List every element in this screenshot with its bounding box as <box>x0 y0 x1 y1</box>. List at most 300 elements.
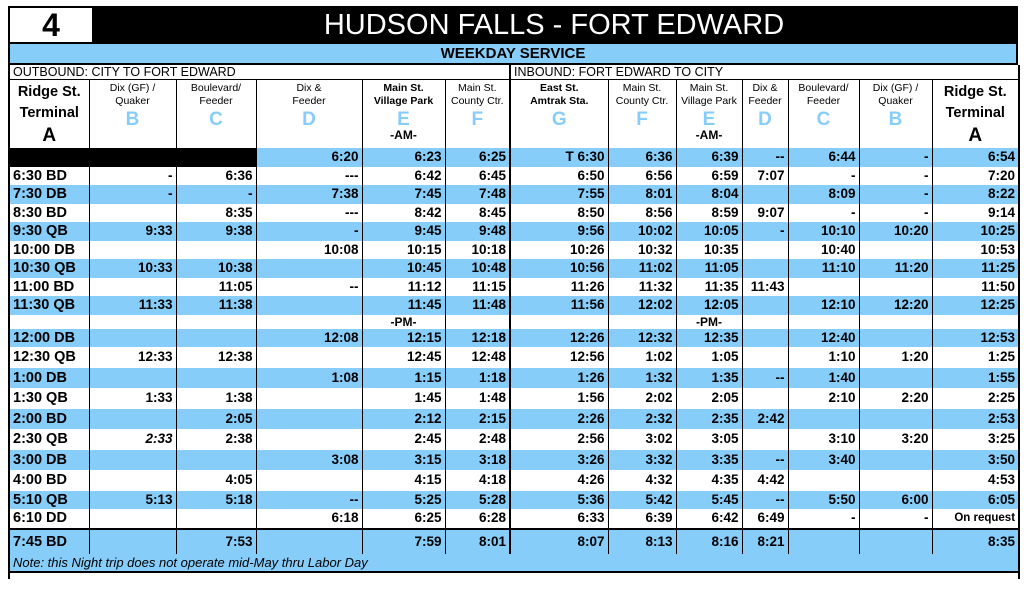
time-cell <box>742 329 788 348</box>
time-cell: 2:05 <box>176 409 256 430</box>
time-cell <box>89 368 176 389</box>
schedule-table <box>8 65 1020 579</box>
time-cell: 3:10 <box>788 429 859 450</box>
time-cell <box>742 296 788 315</box>
footer-row <box>9 572 1019 579</box>
time-cell: 2:15 <box>445 409 510 430</box>
time-cell: 3:08 <box>256 450 362 471</box>
time-cell: 1:35 <box>676 368 742 389</box>
time-cell: 8:22 <box>932 185 1019 204</box>
column-header-line2: County Ctr. <box>615 95 669 107</box>
time-cell <box>176 509 256 529</box>
am-marker: -AM- <box>695 128 723 142</box>
pm-marker-cell <box>89 315 176 329</box>
pm-marker-cell: -PM- <box>676 315 742 329</box>
time-cell: 4:32 <box>608 470 676 491</box>
time-cell: 7:30 DB <box>9 185 89 204</box>
column-header-line2: Terminal <box>945 105 1005 121</box>
column-header <box>608 80 676 149</box>
time-cell <box>89 204 176 223</box>
time-cell: 6:25 <box>362 509 445 529</box>
column-header-line2: Quaker <box>115 95 150 107</box>
table-row <box>9 222 1019 241</box>
column-header-line2: Feeder <box>806 95 841 107</box>
stop-code: G <box>551 109 567 130</box>
time-cell <box>256 388 362 409</box>
note-text: Note: this Night trip does not operate mid-May thru Labor Day <box>9 554 1019 572</box>
time-cell: 3:40 <box>788 450 859 471</box>
time-cell <box>89 278 176 297</box>
time-cell: 1:20 <box>859 347 932 368</box>
time-cell: 1:45 <box>362 388 445 409</box>
time-cell: 2:56 <box>510 429 608 450</box>
time-cell <box>742 259 788 278</box>
column-header-line1: Boulevard/ <box>798 82 849 94</box>
column-header <box>676 80 742 149</box>
time-cell <box>742 388 788 409</box>
time-cell: 12:25 <box>932 296 1019 315</box>
time-cell: 12:35 <box>676 329 742 348</box>
schedule-page <box>8 6 1018 579</box>
time-cell: 10:25 <box>932 222 1019 241</box>
time-cell <box>256 296 362 315</box>
table-row <box>9 329 1019 348</box>
time-cell: 9:33 <box>89 222 176 241</box>
time-cell: 7:53 <box>176 529 256 554</box>
time-cell: 4:15 <box>362 470 445 491</box>
inbound-label: INBOUND: FORT EDWARD TO CITY <box>510 65 1019 80</box>
time-cell: 2:42 <box>742 409 788 430</box>
time-cell <box>859 529 932 554</box>
stop-code: B <box>888 109 903 130</box>
time-cell: 8:04 <box>676 185 742 204</box>
time-cell: - <box>176 185 256 204</box>
stop-code: E <box>397 109 410 130</box>
time-cell: 12:02 <box>608 296 676 315</box>
time-cell: 10:15 <box>362 241 445 260</box>
time-cell: 11:20 <box>859 259 932 278</box>
table-row <box>9 450 1019 471</box>
time-cell: 3:02 <box>608 429 676 450</box>
time-cell: - <box>859 148 932 167</box>
time-cell: 11:02 <box>608 259 676 278</box>
time-cell: 3:15 <box>362 450 445 471</box>
time-cell <box>89 450 176 471</box>
column-header <box>445 80 510 149</box>
time-cell <box>859 409 932 430</box>
time-cell: - <box>859 167 932 186</box>
time-cell <box>176 368 256 389</box>
time-cell: 1:55 <box>932 368 1019 389</box>
time-cell <box>859 278 932 297</box>
time-cell <box>859 329 932 348</box>
time-cell: 10:33 <box>89 259 176 278</box>
time-cell: 11:30 QB <box>9 296 89 315</box>
time-cell: 1:40 <box>788 368 859 389</box>
time-cell: 5:50 <box>788 491 859 510</box>
time-cell: 11:05 <box>176 278 256 297</box>
time-cell: 8:01 <box>608 185 676 204</box>
table-row <box>9 259 1019 278</box>
column-header-row <box>9 80 1019 149</box>
time-cell: 6:59 <box>676 167 742 186</box>
pm-marker-cell <box>176 315 256 329</box>
time-cell: 8:45 <box>445 204 510 223</box>
column-header-line1: Boulevard/ <box>190 82 242 94</box>
time-cell: 1:33 <box>89 388 176 409</box>
column-header <box>742 80 788 149</box>
time-cell: 2:26 <box>510 409 608 430</box>
time-cell: 12:20 <box>859 296 932 315</box>
time-cell: 2:20 <box>859 388 932 409</box>
column-header-line2: Amtrak Sta. <box>530 95 589 107</box>
time-cell: 2:25 <box>932 388 1019 409</box>
time-cell: 8:01 <box>445 529 510 554</box>
time-cell: 6:42 <box>676 509 742 529</box>
time-cell: - <box>859 204 932 223</box>
column-header <box>89 80 176 149</box>
time-cell: 8:35 <box>176 204 256 223</box>
time-cell: 6:50 <box>510 167 608 186</box>
time-cell: 3:25 <box>932 429 1019 450</box>
column-header <box>932 80 1019 149</box>
pm-marker-cell <box>742 315 788 329</box>
time-cell <box>256 347 362 368</box>
time-cell: 2:33 <box>89 429 176 450</box>
time-cell: 4:35 <box>676 470 742 491</box>
time-cell <box>859 450 932 471</box>
time-cell: 1:48 <box>445 388 510 409</box>
time-cell: 11:00 BD <box>9 278 89 297</box>
stop-code: A <box>968 125 983 146</box>
time-cell <box>89 509 176 529</box>
time-cell: 12:08 <box>256 329 362 348</box>
time-cell: 6:33 <box>510 509 608 529</box>
time-cell: 3:00 DB <box>9 450 89 471</box>
time-cell: 8:56 <box>608 204 676 223</box>
time-cell: 3:26 <box>510 450 608 471</box>
column-header-line2: Feeder <box>199 95 233 107</box>
time-cell: 12:05 <box>676 296 742 315</box>
time-cell: 1:38 <box>176 388 256 409</box>
time-cell: 8:13 <box>608 529 676 554</box>
time-cell: 8:42 <box>362 204 445 223</box>
time-cell: 9:56 <box>510 222 608 241</box>
time-cell <box>176 148 256 167</box>
time-cell: 8:21 <box>742 529 788 554</box>
table-row <box>9 470 1019 491</box>
time-cell <box>89 529 176 554</box>
time-cell: - <box>788 167 859 186</box>
pm-marker-cell <box>256 315 362 329</box>
time-cell: 6:36 <box>176 167 256 186</box>
time-cell: 6:54 <box>932 148 1019 167</box>
time-cell: 12:15 <box>362 329 445 348</box>
pm-marker-cell <box>445 315 510 329</box>
time-cell: 10:02 <box>608 222 676 241</box>
time-cell: 1:18 <box>445 368 510 389</box>
column-header-line1: Ridge St. <box>943 84 1007 100</box>
time-cell: 5:28 <box>445 491 510 510</box>
stop-code: C <box>209 109 223 130</box>
time-cell: - <box>859 509 932 529</box>
time-cell: 2:05 <box>676 388 742 409</box>
time-cell: 10:40 <box>788 241 859 260</box>
time-cell: 12:10 <box>788 296 859 315</box>
time-cell: 5:45 <box>676 491 742 510</box>
pm-marker-cell <box>608 315 676 329</box>
table-row <box>9 185 1019 204</box>
pm-marker-row <box>9 315 1019 329</box>
column-header <box>9 80 89 149</box>
time-cell: 3:35 <box>676 450 742 471</box>
column-header-line2: Feeder <box>292 95 326 107</box>
time-cell: 1:00 DB <box>9 368 89 389</box>
time-cell: 2:30 QB <box>9 429 89 450</box>
time-cell: 4:42 <box>742 470 788 491</box>
pm-marker-cell <box>510 315 608 329</box>
time-cell: 10:05 <box>676 222 742 241</box>
column-header-line2: Village Park <box>681 95 737 107</box>
time-cell: 5:10 QB <box>9 491 89 510</box>
table-row <box>9 204 1019 223</box>
time-cell: 12:38 <box>176 347 256 368</box>
column-header-line2: Quaker <box>878 95 913 107</box>
time-cell: 10:53 <box>932 241 1019 260</box>
time-cell: 6:23 <box>362 148 445 167</box>
time-cell: 10:30 QB <box>9 259 89 278</box>
pm-marker-cell <box>788 315 859 329</box>
time-cell: 6:28 <box>445 509 510 529</box>
time-cell: 1:02 <box>608 347 676 368</box>
stop-code: C <box>816 109 831 130</box>
time-cell: --- <box>256 204 362 223</box>
time-cell: 11:50 <box>932 278 1019 297</box>
time-cell: 10:32 <box>608 241 676 260</box>
time-cell: 2:00 BD <box>9 409 89 430</box>
column-header-line2: Village Park <box>373 95 434 107</box>
column-header-line1: Main St. <box>622 82 662 94</box>
time-cell: 2:12 <box>362 409 445 430</box>
time-cell: 2:32 <box>608 409 676 430</box>
time-cell <box>859 470 932 491</box>
table-row <box>9 368 1019 389</box>
column-header-line1: Main St. <box>457 82 497 94</box>
time-cell: 6:39 <box>608 509 676 529</box>
time-cell: 1:30 QB <box>9 388 89 409</box>
time-cell <box>788 470 859 491</box>
time-cell <box>256 470 362 491</box>
time-cell: 10:35 <box>676 241 742 260</box>
time-cell: 7:45 <box>362 185 445 204</box>
table-row <box>9 491 1019 510</box>
time-cell: --- <box>256 167 362 186</box>
time-cell: 11:45 <box>362 296 445 315</box>
note-row <box>9 554 1019 572</box>
time-cell: 7:45 BD <box>9 529 89 554</box>
time-cell: 1:56 <box>510 388 608 409</box>
time-cell: 8:35 <box>932 529 1019 554</box>
time-cell: 6:30 BD <box>9 167 89 186</box>
time-cell: 6:10 DD <box>9 509 89 529</box>
stop-code: F <box>471 109 484 130</box>
time-cell <box>89 329 176 348</box>
table-row <box>9 509 1019 529</box>
time-cell <box>859 241 932 260</box>
time-cell: 3:32 <box>608 450 676 471</box>
time-cell: 8:07 <box>510 529 608 554</box>
column-header-line1: Dix (GF) / <box>872 82 919 94</box>
column-header <box>256 80 362 149</box>
time-cell: 6:05 <box>932 491 1019 510</box>
column-header-line2: Feeder <box>748 95 782 107</box>
time-cell: 8:59 <box>676 204 742 223</box>
time-cell: 3:50 <box>932 450 1019 471</box>
time-cell: 9:14 <box>932 204 1019 223</box>
time-cell: 7:48 <box>445 185 510 204</box>
time-cell: 12:48 <box>445 347 510 368</box>
time-cell <box>742 429 788 450</box>
time-cell: 2:53 <box>932 409 1019 430</box>
column-header-line1: Main St. <box>689 82 729 94</box>
time-cell: 2:10 <box>788 388 859 409</box>
column-header-line1: Dix & <box>296 82 322 94</box>
time-cell <box>788 278 859 297</box>
time-cell: 4:05 <box>176 470 256 491</box>
table-row <box>9 429 1019 450</box>
time-cell: 10:45 <box>362 259 445 278</box>
pm-marker-cell <box>9 315 89 329</box>
table-row <box>9 409 1019 430</box>
column-header-line2: County Ctr. <box>450 95 504 107</box>
time-cell: 2:48 <box>445 429 510 450</box>
time-cell: 8:16 <box>676 529 742 554</box>
time-cell: 7:38 <box>256 185 362 204</box>
stop-code: A <box>42 125 57 146</box>
time-cell: 11:25 <box>932 259 1019 278</box>
time-cell <box>176 241 256 260</box>
time-cell: 6:36 <box>608 148 676 167</box>
time-cell: 8:30 BD <box>9 204 89 223</box>
time-cell: 1:32 <box>608 368 676 389</box>
time-cell <box>859 368 932 389</box>
time-cell: 11:33 <box>89 296 176 315</box>
column-header <box>510 80 608 149</box>
table-row <box>9 347 1019 368</box>
time-cell <box>742 241 788 260</box>
time-cell: 9:07 <box>742 204 788 223</box>
time-cell: 2:02 <box>608 388 676 409</box>
time-cell: -- <box>742 491 788 510</box>
time-cell: - <box>859 185 932 204</box>
time-cell: 11:12 <box>362 278 445 297</box>
time-cell <box>9 148 89 167</box>
time-cell: 11:05 <box>676 259 742 278</box>
table-row <box>9 167 1019 186</box>
time-cell: 11:43 <box>742 278 788 297</box>
time-cell: 1:08 <box>256 368 362 389</box>
time-cell: 1:25 <box>932 347 1019 368</box>
route-number: 4 <box>10 8 92 42</box>
time-cell: 7:59 <box>362 529 445 554</box>
time-cell: 6:42 <box>362 167 445 186</box>
time-cell: T 6:30 <box>510 148 608 167</box>
time-cell: 11:48 <box>445 296 510 315</box>
column-header-line1: Main St. <box>383 82 424 94</box>
time-cell: - <box>788 204 859 223</box>
time-cell: 6:56 <box>608 167 676 186</box>
table-row <box>9 241 1019 260</box>
time-cell <box>256 529 362 554</box>
stop-code: F <box>636 109 648 130</box>
time-cell: - <box>256 222 362 241</box>
time-cell: 2:38 <box>176 429 256 450</box>
time-cell: 5:42 <box>608 491 676 510</box>
time-cell: 11:38 <box>176 296 256 315</box>
time-cell: 10:26 <box>510 241 608 260</box>
time-cell: 1:10 <box>788 347 859 368</box>
time-cell: 6:00 <box>859 491 932 510</box>
time-cell: 10:56 <box>510 259 608 278</box>
time-cell <box>176 450 256 471</box>
time-cell: 5:25 <box>362 491 445 510</box>
column-header-line1: Dix (GF) / <box>109 82 156 94</box>
time-cell: 12:32 <box>608 329 676 348</box>
time-cell <box>256 429 362 450</box>
pm-marker-cell <box>859 315 932 329</box>
time-cell: 9:30 QB <box>9 222 89 241</box>
time-cell: - <box>89 167 176 186</box>
time-cell <box>89 241 176 260</box>
column-header-line2: Terminal <box>19 105 79 121</box>
time-cell <box>742 347 788 368</box>
time-cell: 1:05 <box>676 347 742 368</box>
pm-marker-cell: -PM- <box>362 315 445 329</box>
route-title: HUDSON FALLS - FORT EDWARD <box>323 8 785 41</box>
am-marker: -AM- <box>390 128 417 142</box>
time-cell: 6:44 <box>788 148 859 167</box>
time-cell: 12:30 QB <box>9 347 89 368</box>
time-cell: 12:56 <box>510 347 608 368</box>
time-cell: 8:50 <box>510 204 608 223</box>
time-cell: 10:20 <box>859 222 932 241</box>
time-cell: -- <box>256 491 362 510</box>
time-cell: 10:38 <box>176 259 256 278</box>
time-cell: 6:39 <box>676 148 742 167</box>
time-cell: 10:18 <box>445 241 510 260</box>
time-cell: 9:45 <box>362 222 445 241</box>
time-cell: 1:26 <box>510 368 608 389</box>
title-bar <box>8 6 1018 44</box>
time-cell: 10:00 DB <box>9 241 89 260</box>
time-cell: 11:26 <box>510 278 608 297</box>
time-cell: - <box>742 222 788 241</box>
time-cell: 4:53 <box>932 470 1019 491</box>
column-header <box>176 80 256 149</box>
time-cell: 11:32 <box>608 278 676 297</box>
column-header-line1: Ridge St. <box>17 84 81 100</box>
time-cell <box>89 470 176 491</box>
stop-code: D <box>758 109 772 130</box>
time-cell: 12:00 DB <box>9 329 89 348</box>
time-cell: 4:00 BD <box>9 470 89 491</box>
table-row <box>9 388 1019 409</box>
time-cell: 6:25 <box>445 148 510 167</box>
time-cell: 7:20 <box>932 167 1019 186</box>
time-cell: 10:48 <box>445 259 510 278</box>
time-cell: 11:10 <box>788 259 859 278</box>
column-header <box>362 80 445 149</box>
